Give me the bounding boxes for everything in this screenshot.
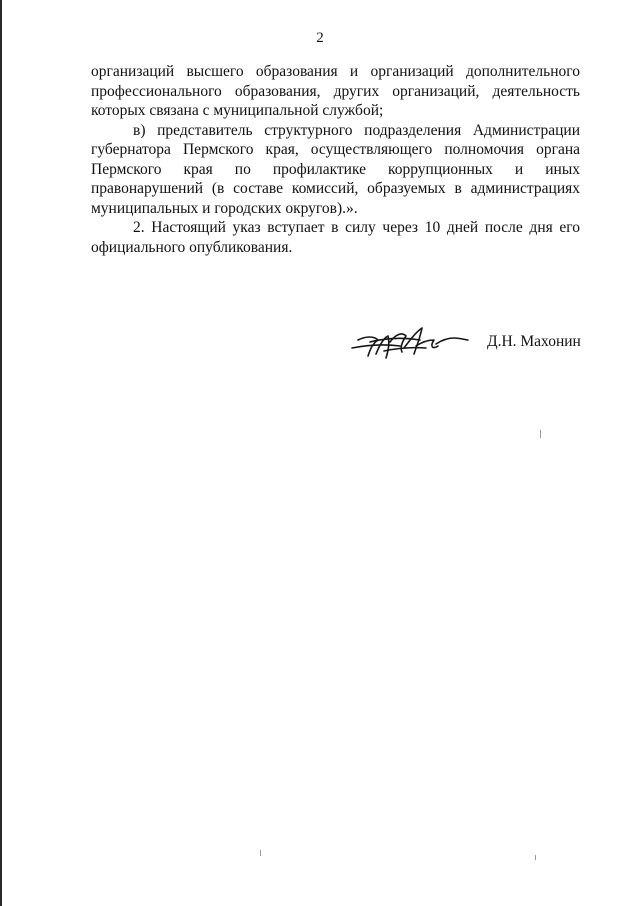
paragraph-effective-date: 2. Настоящий указ вступает в силу через 10 дней после дня его официального опубликования. (91, 219, 580, 256)
scan-speck (260, 850, 261, 856)
page-number: 2 (316, 30, 324, 46)
paragraph-item-v: в) представитель структурного подразделения Администрации губернатора Пермского края, осуществляющего полномочия органа Пермского края по профилактике коррупционных и иных правонарушений (в составе комиссий, образуемых в администрациях муниципальных и городских округов).». (91, 121, 580, 217)
paragraph-continuation: организаций высшего образования и организаций дополнительного профессионального образования, других организаций, деятельность которых связана с муниципальной службой; (91, 63, 580, 119)
signer-name: Д.Н. Махонин (487, 333, 581, 350)
scan-speck (535, 855, 536, 860)
handwritten-signature (350, 318, 470, 362)
document-body (91, 62, 580, 257)
scan-speck (540, 430, 541, 438)
scan-edge-line (0, 0, 2, 906)
signature-block (350, 318, 590, 368)
